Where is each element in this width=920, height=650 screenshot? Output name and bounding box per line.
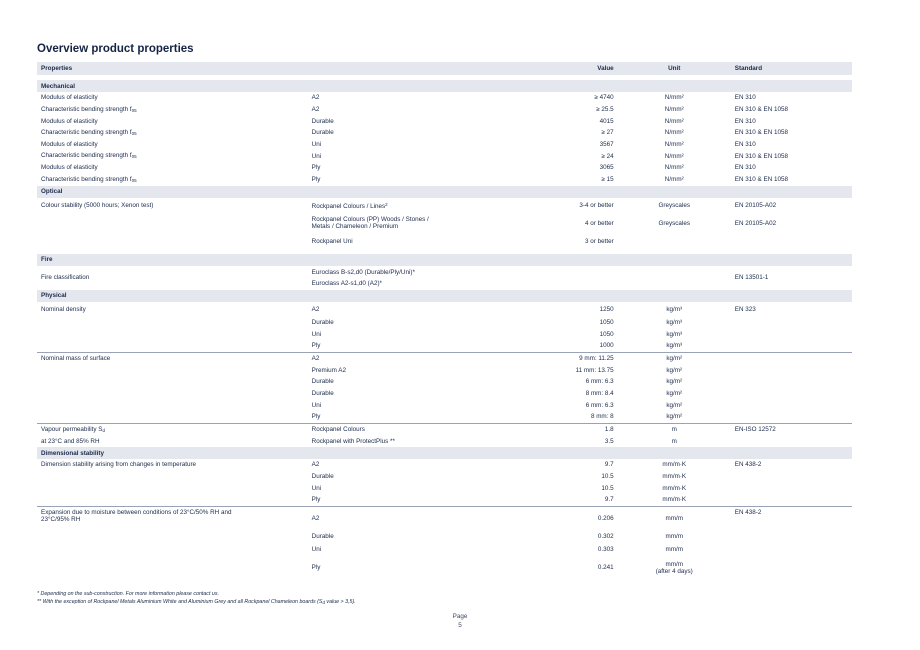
footnote-1: * Depending on the sub-construction. For more information please contact us.: [37, 591, 219, 597]
footnotes: [37, 590, 356, 607]
table-row: Uni 6 mm: 6.3 kg/m²: [311, 401, 683, 409]
page-label: Page: [452, 613, 468, 620]
section-mechanical: Mechanical: [37, 80, 852, 92]
table-row: Durable 1050 kg/m³: [311, 318, 683, 326]
header-value: Value: [494, 62, 617, 75]
table-row: Modulus of elasticity Ply 3065 N/mm² EN 310: [41, 164, 756, 172]
table-row: Nominal mass of surface A2 9 mm: 11.25 kg/m²: [37, 352, 852, 364]
footnote-2: ** With the exception of Rockpanel Metals Aluminium White and Aluminium Grey and all Rockpanel Chameleon boards ($S_d$ value > 3,5).: [37, 599, 356, 605]
table-row: Ply 1000 kg/m³: [311, 342, 683, 350]
table-row: Durable 6 mm: 6.3 kg/m²: [311, 378, 683, 386]
table-header-row: [37, 62, 852, 75]
properties-table: [37, 62, 852, 580]
table-row: Dimension stability arising from changes in temperature A2 9.7 mm/m·K EN 438-2: [41, 461, 762, 469]
table-row: Colour stability (5000 hours; Xenon test) Rockpanel Colours / Lines$^2$ 3-4 or better Greyscales EN 20105-A02: [41, 201, 777, 210]
table-row: Nominal density A2 1250 kg/m³ EN 323: [41, 305, 756, 313]
header-unit: Unit: [618, 62, 731, 75]
table-row: Characteristic bending strength $f_{05}$ Uni ≥ 24 N/mm² EN 310 & EN 1058: [41, 152, 789, 160]
table-row: Modulus of elasticity A2 ≥ 4740 N/mm² EN 310: [41, 94, 756, 102]
table-row: Characteristic bending strength $f_{05}$ Durable ≥ 27 N/mm² EN 310 & EN 1058: [41, 128, 789, 137]
table-row: Modulus of elasticity Uni 3567 N/mm² EN 310: [41, 141, 756, 149]
section-dimensional-stability: Dimensional stability: [37, 447, 852, 459]
table-row: Ply 9.7 mm/m·K: [311, 496, 687, 504]
page-number: [0, 612, 920, 630]
table-row: Ply 8 mm: 8 kg/m²: [311, 413, 683, 421]
table-row: Ply 0.241 mm/m (after 4 days): [311, 560, 693, 575]
header-standard: Standard: [731, 62, 852, 75]
table-row: Characteristic bending strength $f_{05}$ A2 ≥ 25.5 N/mm² EN 310 & EN 1058: [41, 105, 789, 114]
section-physical: Physical: [37, 290, 852, 302]
table-row: Premium A2 11 mm: 13.75 kg/m²: [311, 366, 683, 374]
table-row: Modulus of elasticity Durable 4015 N/mm² EN 310: [41, 117, 756, 125]
page-number-value: 5: [458, 622, 462, 629]
table-row: at 23°C and 85% RH Rockpanel with ProtectPlus ** 3.5 m: [41, 437, 677, 445]
table-row: Rockpanel Uni 3 or better: [311, 237, 614, 245]
table-row: Durable 8 mm: 8.4 kg/m²: [311, 389, 683, 397]
table-row: Uni 1050 kg/m³: [311, 330, 683, 338]
header-properties: Properties: [37, 62, 308, 75]
table-row: Uni 0.303 mm/m: [311, 546, 683, 554]
table-row: Uni 10.5 mm/m·K: [311, 484, 687, 492]
page-title: Overview product properties: [37, 43, 194, 55]
section-fire: Fire: [37, 254, 852, 266]
table-row: Vapour permeability $S_d$ Rockpanel Colours 1.8 m EN-ISO 12572: [37, 423, 852, 435]
section-optical: Optical: [37, 186, 852, 198]
table-row: Durable 10.5 mm/m·K: [311, 473, 687, 481]
table-row: Rockpanel Colours (PP) Woods / Stones / Metals / Chameleon / Premium 4 or better Greyscales EN 20105-A02: [311, 216, 777, 230]
table-row: Fire classification Euroclass B-s2,d0 (Durable/Ply/Uni)* Euroclass A2-s1,d0 (A2)* EN 13501-1: [41, 268, 769, 287]
table-row: Durable 0.302 mm/m: [311, 533, 683, 541]
table-row: Expansion due to moisture between conditions of 23°C/50% RH and 23°C/95% RH A2 0.206 mm/m EN 438-2: [37, 506, 852, 530]
table-row: Characteristic bending strength $f_{05}$ Ply ≥ 15 N/mm² EN 310 & EN 1058: [41, 175, 789, 184]
